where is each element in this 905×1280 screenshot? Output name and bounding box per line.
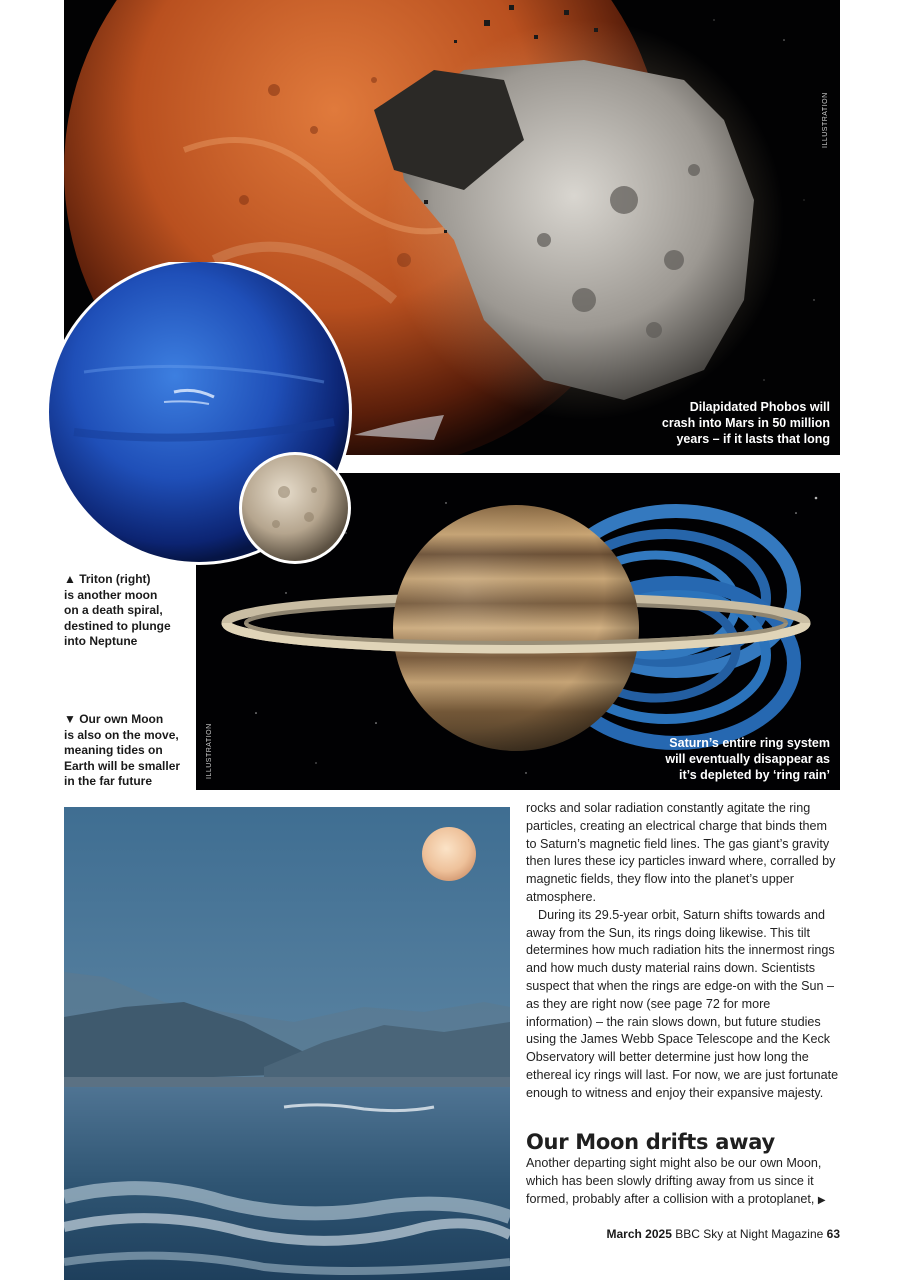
article-body-continued [526, 1155, 840, 1209]
triton-caption-line: is another moon [64, 587, 158, 602]
moon-caption-line: Earth will be smaller [64, 758, 181, 773]
moon-caption-line: is also on the move, [64, 727, 179, 742]
moon-over-sea-photo [64, 807, 510, 1280]
triton-caption-line: into Neptune [64, 634, 138, 648]
moon-caption-line: ▼ Our own Moon [64, 712, 164, 726]
phobos-caption-line: crash into Mars in 50 million [661, 416, 830, 430]
triton-caption-line: destined to plunge [64, 618, 171, 633]
saturn-caption-line: Saturn’s entire ring system [669, 736, 830, 750]
moon-caption [64, 712, 184, 790]
saturn-caption-line: will eventually disappear as [665, 752, 830, 766]
article-paragraph-text: Another departing sight might also be our own Moon, which has been slowly drifting away from us since it formed, probably after a collision with a protoplanet, [526, 1156, 822, 1206]
article-body [526, 800, 840, 1103]
issue-date: March 2025 [606, 1227, 672, 1241]
article-paragraph: During its 29.5-year orbit, Saturn shifts towards and away from the Sun, its rings doing likewise. This tilt determines how much radiation hits the innermost rings and how much dusty material rains down. Scientists suspect that when the rings are edge-on with the Sun – as they are right now (see page 72 for more information) – the rain slows down, but future studies using the James Webb Space Telescope and the Keck Observatory will better determine just how long the ethereal icy rings will last. For now, we are just fortunate enough to witness and enjoy their expansive majesty. [526, 907, 839, 1100]
page-footer [607, 1227, 841, 1241]
illustration-credit-tag: ILLUSTRATION [822, 92, 829, 148]
phobos-caption [662, 399, 830, 447]
triton-caption-line: ▲ Triton (right) [64, 572, 151, 586]
triton-caption [64, 572, 184, 650]
phobos-caption-line: years – if it lasts that long [676, 432, 830, 446]
triton-caption-line: on a death spiral, [64, 603, 163, 617]
article-paragraph: rocks and solar radiation constantly agitate the ring particles, creating an electrical charge that binds them to Saturn’s magnetic field lines. The gas giant’s gravity then lures these icy particles inward where, corralled by magnetic fields, they flow into the planet’s upper atmosphere. [526, 801, 836, 904]
section-heading: Our Moon drifts away [526, 1130, 775, 1154]
page-number: 63 [826, 1227, 840, 1241]
saturn-caption [665, 735, 830, 783]
neptune-triton-illustration [44, 262, 356, 572]
phobos-caption-line: Dilapidated Phobos will [689, 400, 830, 414]
article-paragraph [526, 1155, 840, 1209]
moon-caption-line: meaning tides on [64, 743, 163, 757]
saturn-caption-line: it’s depleted by ‘ring rain’ [679, 768, 830, 782]
magazine-name: BBC Sky at Night Magazine [675, 1227, 824, 1241]
illustration-credit-tag: ILLUSTRATION [206, 723, 213, 779]
moon-caption-line: in the far future [64, 774, 153, 788]
continue-arrow-icon: ▶ [817, 1194, 826, 1206]
